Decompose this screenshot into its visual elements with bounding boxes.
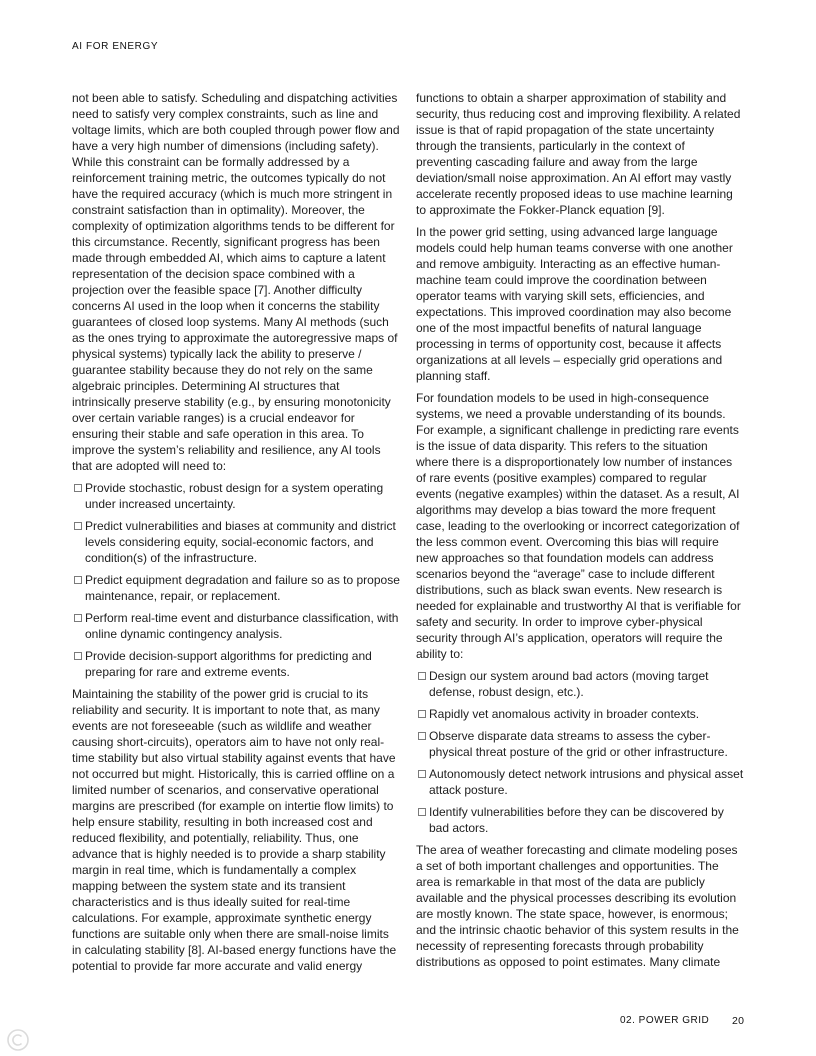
- text-line: Provide stochastic, robust design for a system operating: [85, 481, 384, 495]
- text-line: over certain variable ranges) is a crucial endeavor for: [72, 411, 355, 425]
- bullet-square-icon: [74, 614, 82, 622]
- text-line: In the power grid setting, using advanced large language: [416, 225, 718, 239]
- text-line: and remove ambiguity. Interacting as an effective human-: [416, 257, 721, 271]
- watermark-logo-icon: [6, 1028, 30, 1052]
- text-line: calculations. For example, approximate synthetic energy: [72, 911, 372, 925]
- text-line: Maintaining the stability of the power grid is crucial to its: [72, 687, 369, 701]
- text-line: Predict vulnerabilities and biases at community and district: [85, 519, 396, 533]
- text-line: Provide decision-support algorithms for predicting and: [85, 649, 372, 663]
- text-line: reduced flexibility, and potentially, reliability. Thus, one: [72, 831, 359, 845]
- text-line: are mostly known. The state space, however, is enormous;: [416, 907, 728, 921]
- text-line: distributions as opposed to point estimates. Many climate: [416, 955, 721, 969]
- text-line: functions are suitable only when there are small-noise limits: [72, 927, 389, 941]
- text-line: For example, a significant challenge in predicting rare events: [416, 423, 739, 437]
- text-line: systems, we need a provable understanding of its bounds.: [416, 407, 726, 421]
- text-line: algorithms may develop a bias toward the more frequent: [416, 503, 716, 517]
- bullet-square-icon: [418, 808, 426, 816]
- text-line: advance that is highly needed is to provide a sharp stability: [72, 847, 386, 861]
- text-line: complexity of optimization algorithms tends to be different for: [72, 219, 395, 233]
- text-line: time stability but also virtual stability against events that have: [72, 751, 396, 765]
- text-line: security through AI’s application, operators will require the: [416, 631, 723, 645]
- text-line: scenarios beyond the “average” case to include different: [416, 567, 715, 581]
- text-line: condition(s) of the infrastructure.: [85, 551, 258, 565]
- paragraph: [416, 842, 754, 970]
- bullet-item: [72, 518, 410, 566]
- text-line: physical threat posture of the grid or other infrastructure.: [429, 745, 728, 759]
- text-line: have the required accuracy (which is much more stringent in: [72, 187, 393, 201]
- bullet-item: [72, 610, 410, 642]
- text-line: security, thus reducing cost and improving flexibility. A related: [416, 107, 741, 121]
- text-line: While this constraint can be formally addressed by a: [72, 155, 350, 169]
- text-line: not occurred but might. Historically, this is carried offline on a: [72, 767, 395, 781]
- text-line: that are adopted will need to:: [72, 459, 227, 473]
- text-line: processing in terms of opportunity cost, because it affects: [416, 337, 722, 351]
- text-line: made through embedded AI, which aims to capture a latent: [72, 251, 386, 265]
- bullet-item: [416, 804, 754, 836]
- paragraph: [416, 390, 754, 662]
- text-line: margin in real time, which is fundamentally a complex: [72, 863, 357, 877]
- text-line: not been able to satisfy. Scheduling and dispatching activities: [72, 91, 398, 105]
- text-line: margins are prescribed (for example on intertie flow limits) to: [72, 799, 394, 813]
- text-line: have a very high number of dimensions (including safety).: [72, 139, 379, 153]
- bullet-item: [72, 648, 410, 680]
- text-line: attack posture.: [429, 783, 508, 797]
- text-line: intrinsically preserve stability (e.g., by ensuring monotonicity: [72, 395, 391, 409]
- text-line: deviation/small noise approximation. An AI effort may vastly: [416, 171, 732, 185]
- footer-section-label: 02. POWER GRID: [620, 1015, 710, 1026]
- text-line: needed for explainable and trustworthy AI that is verifiable for: [416, 599, 741, 613]
- bullet-square-icon: [74, 484, 82, 492]
- text-line: physical systems) typically lack the ability to preserve /: [72, 347, 362, 361]
- text-line: online dynamic contingency analysis.: [85, 627, 283, 641]
- paragraph: [416, 90, 754, 218]
- text-line: need to satisfy very complex constraints, such as line and: [72, 107, 379, 121]
- text-line: representation of the decision space combined with a: [72, 267, 355, 281]
- text-line: issue is that of rapid propagation of the state uncertainty: [416, 123, 715, 137]
- text-line: under increased uncertainty.: [85, 497, 236, 511]
- text-line: Autonomously detect network intrusions and physical asset: [429, 767, 744, 781]
- text-line: in calculating stability [8]. AI-based energy functions have the: [72, 943, 397, 957]
- text-line: accelerate recently proposed ideas to use machine learning: [416, 187, 733, 201]
- bullet-square-icon: [74, 522, 82, 530]
- text-line: constraint satisfaction than in optimality). Moreover, the: [72, 203, 365, 217]
- text-line: levels considering equity, social-economic factors, and: [85, 535, 374, 549]
- paragraph: [416, 224, 754, 384]
- text-line: Observe disparate data streams to assess the cyber-: [429, 729, 711, 743]
- text-line: projection over the feasible space [7]. Another difficulty: [72, 283, 362, 297]
- text-line: defense, robust design, etc.).: [429, 685, 584, 699]
- text-line: limited number of scenarios, and conservative operational: [72, 783, 379, 797]
- text-line: help ensure stability, resulting in both increased cost and: [72, 815, 373, 829]
- text-line: to approximate the Fokker-Planck equation [9].: [416, 203, 665, 217]
- text-line: causing short-circuits), operators aim to have not only real-: [72, 735, 385, 749]
- text-line: where there is a disproportionately low number of instances: [416, 455, 733, 469]
- text-line: one of the most impactful benefits of natural language: [416, 321, 702, 335]
- running-header: AI FOR ENERGY: [72, 41, 159, 52]
- text-line: voltage limits, which are both coupled through power flow and: [72, 123, 400, 137]
- text-line: organizations at all levels – especially grid operations and: [416, 353, 723, 367]
- bullet-item: [416, 766, 754, 798]
- bullet-item: [416, 728, 754, 760]
- bullet-item: [72, 480, 410, 512]
- text-line: through the transients, particularly in the context of: [416, 139, 685, 153]
- bullet-square-icon: [418, 770, 426, 778]
- text-line: mapping between the system state and its transient: [72, 879, 346, 893]
- text-line: a set of both important challenges and opportunities. The: [416, 859, 719, 873]
- text-line: preparing for rare and extreme events.: [85, 665, 290, 679]
- text-line: preventing cascading failure and away from the large: [416, 155, 698, 169]
- text-line: this circumstance. Recently, significant progress has been: [72, 235, 380, 249]
- text-line: Identify vulnerabilities before they can be discovered by: [429, 805, 724, 819]
- bullet-item: [416, 706, 754, 722]
- text-line: safety and security. In order to improve cyber-physical: [416, 615, 703, 629]
- text-line: operator teams with varying skill sets, efficiencies, and: [416, 289, 705, 303]
- bullet-square-icon: [418, 732, 426, 740]
- text-line: new approaches so that foundation models can address: [416, 551, 714, 565]
- text-line: improve the system’s reliability and resilience, any AI tools: [72, 443, 381, 457]
- page-number: 20: [732, 1015, 745, 1027]
- text-line: reinforcement training metric, the outcomes typically do not: [72, 171, 386, 185]
- text-line: Predict equipment degradation and failure so as to propose: [85, 573, 400, 587]
- text-line: of rare events (positive examples) compared to regular: [416, 471, 707, 485]
- text-line: characteristics and is thus ideally suited for real-time: [72, 895, 351, 909]
- bullet-item: [72, 572, 410, 604]
- bullet-square-icon: [418, 710, 426, 718]
- text-line: algebraic principles. Determining AI structures that: [72, 379, 340, 393]
- text-line: available and the physical processes describing its evolution: [416, 891, 737, 905]
- text-line: is the issue of data disparity. This refers to the situation: [416, 439, 708, 453]
- text-line: models could help human teams converse with one another: [416, 241, 733, 255]
- right-column: [416, 90, 754, 976]
- text-line: Design our system around bad actors (moving target: [429, 669, 709, 683]
- text-line: expectations. This improved coordination may also become: [416, 305, 732, 319]
- text-line: For foundation models to be used in high-consequence: [416, 391, 709, 405]
- text-line: potential to provide far more accurate and valid energy: [72, 959, 363, 973]
- text-line: events are not foreseeable (such as wildlife and weather: [72, 719, 372, 733]
- text-line: Perform real-time event and disturbance classification, with: [85, 611, 399, 625]
- text-line: distributions, such as black swan events. New research is: [416, 583, 723, 597]
- text-line: case, leading to the overlooking or incorrect categorization of: [416, 519, 740, 533]
- text-line: the less common event. Overcoming this bias will require: [416, 535, 719, 549]
- text-line: guarantees of closed loop systems. Many AI methods (such: [72, 315, 389, 329]
- text-line: concerns AI used in the loop when it concerns the stability: [72, 299, 380, 313]
- text-line: necessity of representing forecasts through probability: [416, 939, 704, 953]
- text-line: machine team could improve the coordination between: [416, 273, 707, 287]
- text-line: guarantee stability because they do not rely on the same: [72, 363, 373, 377]
- bullet-square-icon: [74, 576, 82, 584]
- text-line: reliability and security. It is important to note that, as many: [72, 703, 380, 717]
- text-line: as the ones trying to approximate the autoregressive maps of: [72, 331, 398, 345]
- bullet-item: [416, 668, 754, 700]
- bullet-square-icon: [74, 652, 82, 660]
- paragraph: [72, 90, 410, 474]
- bullet-square-icon: [418, 672, 426, 680]
- text-line: and the intrinsic chaotic behavior of this system results in the: [416, 923, 739, 937]
- left-column: [72, 90, 410, 980]
- text-line: maintenance, repair, or replacement.: [85, 589, 281, 603]
- text-line: The area of weather forecasting and climate modeling poses: [416, 843, 738, 857]
- text-line: bad actors.: [429, 821, 489, 835]
- text-line: events (negative examples) within the dataset. As a result, AI: [416, 487, 740, 501]
- text-line: Rapidly vet anomalous activity in broader contexts.: [429, 707, 700, 721]
- text-line: ability to:: [416, 647, 464, 661]
- text-line: planning staff.: [416, 369, 491, 383]
- paragraph: [72, 686, 410, 974]
- text-line: functions to obtain a sharper approximation of stability and: [416, 91, 727, 105]
- text-line: area is remarkable in that most of the data are publicly: [416, 875, 705, 889]
- text-line: ensuring their stable and safe operation in this area. To: [72, 427, 364, 441]
